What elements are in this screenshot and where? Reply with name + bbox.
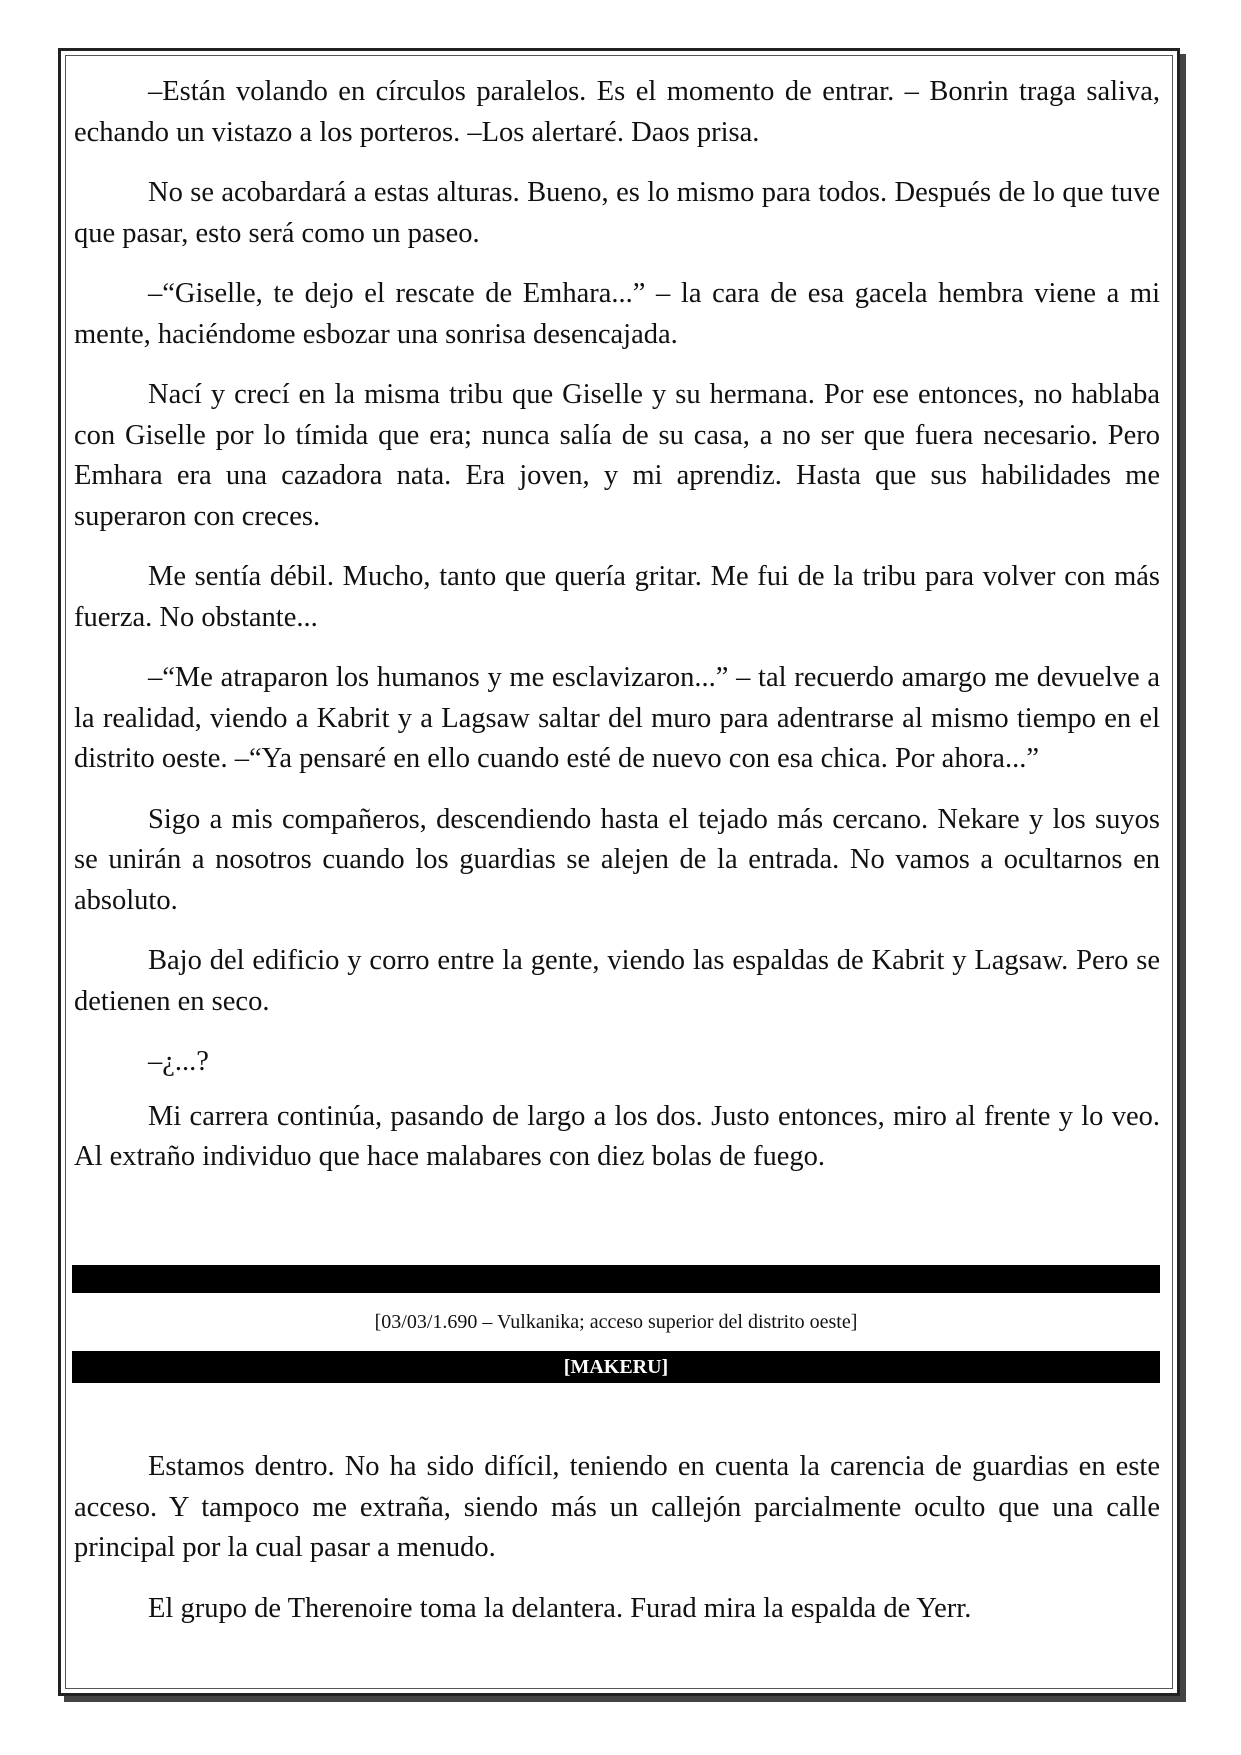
bottom-text-block [74,1447,1160,1649]
paragraph: Mi carrera continúa, pasando de largo a los dos. Justo entonces, miro al frente y lo veo. Al extraño individuo que hace malabares con diez bolas de fuego. [74,1100,1160,1172]
paragraph: Nací y crecí en la misma tribu que Giselle y su hermana. Por ese entonces, no hablaba con Giselle por lo tímida que era; nunca salía de su casa, a no ser que fuera necesario. Pero Emhara era una cazadora nata. Era joven, y mi aprendiz. Hasta que sus habilidades me superaron con creces. [74,379,1160,532]
paragraph: Bajo del edificio y corro entre la gente, viendo las espaldas de Kabrit y Lagsaw. Pero se detienen en seco. [74,945,1160,1017]
top-text-block [74,72,1160,1198]
pov-header-bar: [MAKERU] [72,1351,1160,1383]
paragraph: –“Giselle, te dejo el rescate de Emhara...” – la cara de esa gacela hembra viene a mi mente, haciéndome esbozar una sonrisa desencajada. [74,278,1160,350]
scene-date-location: [03/03/1.690 – Vulkanika; acceso superior del distrito oeste] [374,1311,858,1333]
paragraph: –Están volando en círculos paralelos. Es el momento de entrar. – Bonrin traga saliva, echando un vistazo a los porteros. –Los alertaré. Daos prisa. [74,76,1160,148]
paragraph: Sigo a mis compañeros, descendiendo hasta el tejado más cercano. Nekare y los suyos se unirán a nosotros cuando los guardias se alejen de la entrada. No vamos a ocultarnos en absoluto. [74,803,1160,916]
paragraph: El grupo de Therenoire toma la delantera. Furad mira la espalda de Yerr. [148,1592,972,1624]
scene-divider-bar [72,1265,1160,1293]
paragraph: Estamos dentro. No ha sido difícil, teniendo en cuenta la carencia de guardias en este acceso. Y tampoco me extraña, siendo más un callejón parcialmente oculto que una calle principal por la cual pasar a menudo. [74,1451,1160,1563]
paragraph: –¿...? [148,1046,209,1077]
paragraph: No se acobardará a estas alturas. Bueno, es lo mismo para todos. Después de lo que tuve que pasar, esto será como un paseo. [74,177,1160,249]
paragraph: Me sentía débil. Mucho, tanto que quería gritar. Me fui de la tribu para volver con más fuerza. No obstante... [74,561,1160,633]
paragraph: –“Me atraparon los humanos y me esclavizaron...” – tal recuerdo amargo me devuelve a la realidad, viendo a Kabrit y a Lagsaw saltar del muro para adentrarse al mismo tiempo en el distrito oeste. –“Ya pensaré en ello cuando esté de nuevo con esa chica. Por ahora...” [74,662,1160,774]
